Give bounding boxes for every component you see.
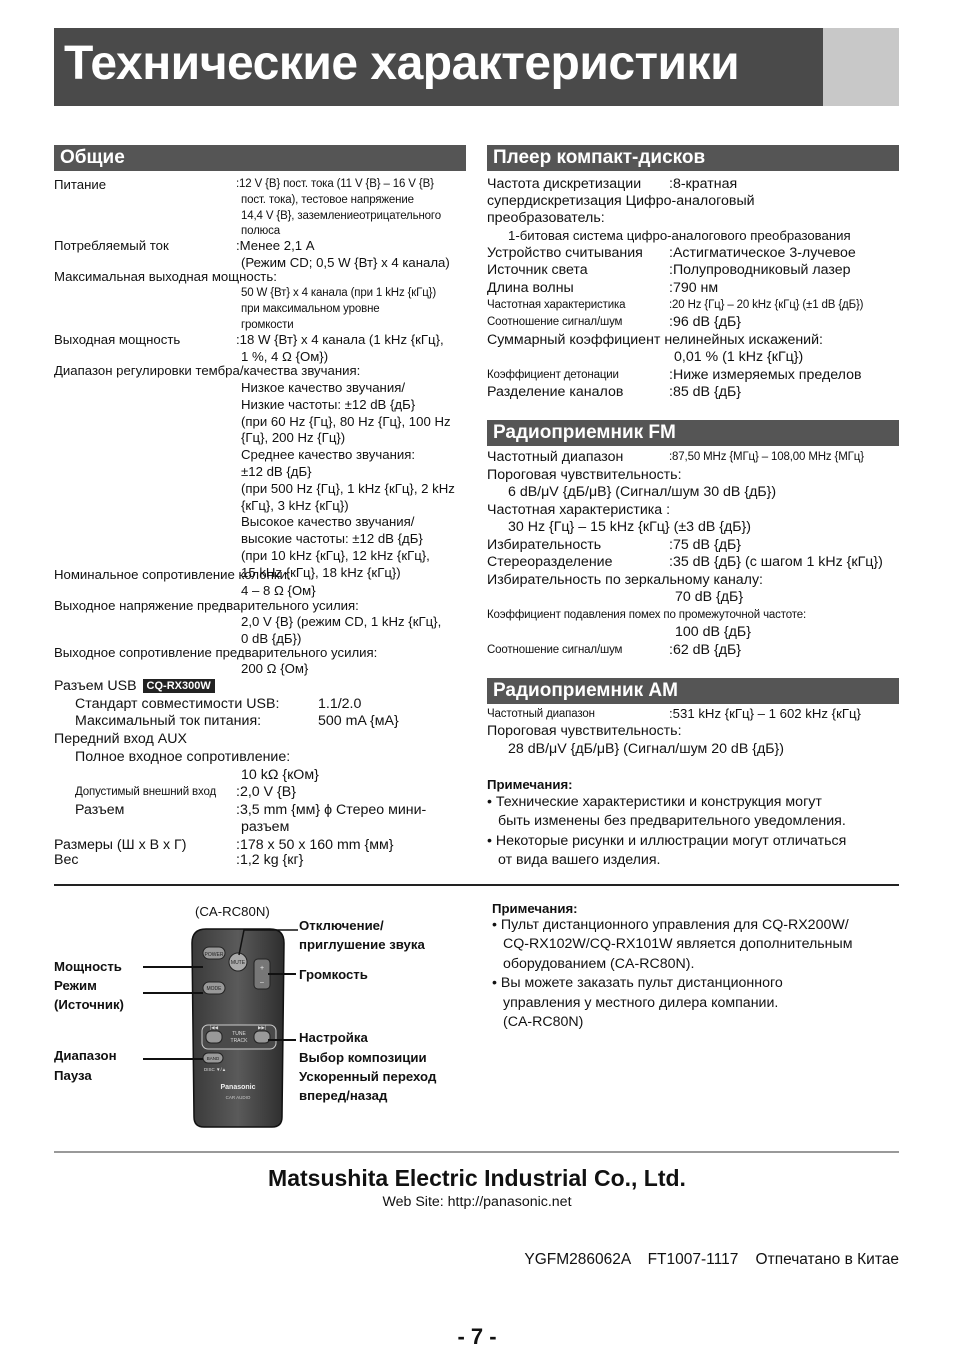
spec-label-am-range: Частотный диапазон	[487, 708, 595, 720]
svg-text:▶▶|: ▶▶|	[257, 1025, 267, 1030]
notes-heading: Примечания:	[487, 777, 573, 792]
leader-line	[143, 992, 203, 994]
list-item: • Пульт дистанционного управления для CQ-RX200W/	[492, 917, 849, 933]
svg-text:CAR AUDIO: CAR AUDIO	[225, 1095, 251, 1100]
spec-value-channel-sep: :85 dB {дБ}	[669, 384, 742, 400]
spec-label-fm-selectivity: Избирательность	[487, 537, 602, 553]
spec-label-usb-compat: Стандарт совместимости USB:	[75, 696, 280, 712]
spec-label-aux: Передний вход AUX	[54, 731, 187, 747]
remote-label-power: Мощность	[54, 959, 122, 974]
remote-label-mute-cont: приглушение звука	[299, 937, 425, 952]
notes-heading-remote: Примечания:	[492, 901, 578, 916]
document-code: YGFM286062A FT1007-1117 Отпечатано в Китае	[524, 1251, 899, 1268]
spec-label-fm-if: Коэффициент подавления помех по промежуточной частоте:	[487, 609, 807, 621]
spec-value-pickup: :Астигматическое 3-лучевое	[669, 245, 856, 261]
spec-value-cd-frequency: :20 Hz {Гц} – 20 kHz {кГц} (±1 dB {дБ})	[669, 299, 864, 311]
remote-label-track: Выбор композиции	[299, 1050, 427, 1065]
spec-value-fm-image: 70 dB {дБ}	[675, 589, 744, 605]
page-number: - 7 -	[457, 1324, 497, 1349]
remote-label-volume: Громкость	[299, 967, 368, 982]
remote-label-source: (Источник)	[54, 997, 124, 1012]
svg-text:DISC ▼/▲: DISC ▼/▲	[204, 1067, 227, 1072]
spec-label-fm-range: Частотный диапазон	[487, 449, 624, 465]
spec-value-fm-stereo: :35 dB {дБ} (с шагом 1 kHz {кГц})	[669, 554, 883, 570]
spec-value-cd-snr: :96 dB {дБ}	[669, 314, 742, 330]
spec-value-fm-if: 100 dB {дБ}	[675, 624, 751, 640]
notes-list-remote: • Пульт дистанционного управления для CQ-RX200W/ CQ-RX102W/CQ-RX101W является дополнительным оборудованием (CA-RC80N). • Вы можете заказать пульт дистанционного управления у местного дилера компании. (CA-RC80N)	[492, 917, 853, 1031]
spec-label-converter: преобразователь:	[487, 210, 605, 226]
spec-label-tone: Диапазон регулировки тембра/качества звучания:	[54, 363, 361, 378]
svg-text:BAND: BAND	[206, 1056, 220, 1061]
spec-value-power: :12 V {В} пост. тока (11 V {В} – 16 V {В} пост. тока), тестовое напряжение 14,4 V {В}, заземлениеотрицательного полюса	[236, 178, 441, 238]
section-heading-general: Общие	[54, 145, 466, 171]
spec-label-preout-impedance: Выходное сопротивление предварительного усилия:	[54, 645, 378, 660]
remote-label-mode: Режим	[54, 978, 97, 993]
spec-value-thd: 0,01 % (1 kHz {кГц})	[674, 349, 804, 365]
spec-label-dimensions: Размеры (Ш x В x Г)	[54, 837, 187, 853]
svg-text:TRACK: TRACK	[230, 1038, 248, 1044]
spec-label-cd-frequency: Частотная характеристика	[487, 299, 626, 311]
spec-value-fm-selectivity: :75 dB {дБ}	[669, 537, 742, 553]
spec-label-fm-stereo: Стереоразделение	[487, 554, 613, 570]
svg-text:MUTE: MUTE	[230, 960, 246, 966]
remote-label-band: Диапазон	[54, 1048, 117, 1063]
spec-label-preout-voltage: Выходное напряжение предварительного усилия:	[54, 598, 359, 613]
leader-line-mute	[236, 925, 300, 965]
spec-label-fm-snr: Соотношение сигнал/шум	[487, 644, 623, 656]
section-heading-am: Радиоприемник AM	[487, 678, 899, 704]
website: Web Site: http://panasonic.net	[382, 1194, 572, 1210]
spec-label-usb-current: Максимальный ток питания:	[75, 713, 262, 729]
spec-label-light-source: Источник света	[487, 262, 588, 278]
divider	[54, 884, 899, 886]
spec-label-max-output: Максимальная выходная мощность:	[54, 269, 277, 284]
spec-value-aux-level: :2,0 V {В}	[236, 784, 296, 800]
spec-label-consumption: Потребляемый ток	[54, 238, 169, 253]
spec-value-sampling: :8-кратная	[669, 176, 738, 192]
footer-divider	[54, 1151, 899, 1153]
remote-model: (CA-RC80N)	[195, 904, 270, 919]
spec-label-aux-impedance: Полное входное сопротивление:	[75, 749, 291, 765]
remote-label-pause: Пауза	[54, 1068, 92, 1083]
spec-label-aux-level: Допустимый внешний вход	[75, 786, 217, 798]
notes-list: • Технические характеристики и конструкция могут быть изменены без предварительного уведомления. • Некоторые рисунки и иллюстрации могут отличаться от вида вашего изделия.	[487, 794, 847, 869]
spec-value-output: :18 W {Вт} x 4 канала (1 kHz {кГц}, 1 %, 4 Ω {Ом})	[236, 332, 444, 364]
spec-value-aux-impedance: 10 kΩ {кОм}	[241, 767, 319, 783]
spec-value-fm-frequency: 30 Hz {Гц} – 15 kHz {кГц} (±3 dB {дБ})	[508, 519, 752, 535]
spec-label-am-sensitivity: Пороговая чувствительность:	[487, 723, 682, 739]
spec-value-am-sensitivity: 28 dB/μV {дБ/μВ} (Сигнал/шум 20 dB {дБ})	[508, 741, 785, 757]
section-heading-cd: Плеер компакт-дисков	[487, 145, 899, 171]
spec-value-wavelength: :790 нм	[669, 280, 719, 296]
title-tab	[823, 28, 899, 106]
remote-label-fast-forward: Ускоренный переход	[299, 1069, 437, 1084]
remote-label-tune: Настройка	[299, 1030, 368, 1045]
spec-label-output: Выходная мощность	[54, 332, 181, 347]
spec-label-pickup: Устройство считывания	[487, 245, 643, 261]
spec-label-cd-snr: Соотношение сигнал/шум	[487, 316, 623, 328]
list-item: • Некоторые рисунки и иллюстрации могут отличаться	[487, 832, 847, 849]
spec-value-aux-jack: :3,5 mm {мм} ϕ Стерео мини- разъем	[236, 802, 427, 836]
spec-label-power: Питание	[54, 177, 107, 192]
spec-value-fm-range: :87,50 MHz {МГц} – 108,00 MHz {МГц}	[669, 451, 864, 463]
leader-line	[143, 1058, 203, 1060]
spec-value-am-range: :531 kHz {кГц} – 1 602 kHz {кГц}	[669, 706, 861, 721]
spec-value-usb-current: 500 mA {мА}	[318, 713, 399, 729]
svg-text:–: –	[260, 979, 264, 986]
spec-label-thd: Суммарный коэффициент нелинейных искажений:	[487, 332, 823, 348]
spec-label-speaker: Номинальное сопротивление колонки:	[54, 567, 291, 582]
leader-line	[268, 1039, 296, 1041]
spec-label-fm-frequency: Частотная характеристика :	[487, 502, 671, 518]
spec-label-channel-sep: Разделение каналов	[487, 384, 624, 400]
leader-line	[143, 966, 203, 968]
spec-value-fm-sensitivity: 6 dB/μV {дБ/μВ} (Сигнал/шум 30 dB {дБ})	[508, 484, 777, 500]
spec-value-tone: Низкое качество звучания/ Низкие частоты: ±12 dB {дБ} (при 60 Hz {Гц}, 80 Hz {Гц}, 100 Hz {Гц}, 200 Hz {Гц}) Среднее качество звучания: ±12 dB {дБ} (при 500 Hz {Гц}, 1 kHz {кГц}, 2 kHz {кГц}, 3 kHz {кГц}) Высокое качество звучания/ высокие частоты: ±12 dB {дБ} (при 10 kHz {кГц}, 12 kHz {кГц}, 15 kHz {кГц}, 18 kHz {кГц})	[241, 380, 455, 580]
spec-value-converter: 1-битовая система цифро-аналогового преобразования	[508, 228, 851, 243]
spec-value-sampling-cont: супердискретизация Цифро-аналоговый	[487, 193, 755, 209]
spec-value-preout-voltage: 2,0 V {В} (режим CD, 1 kHz {кГц}, 0 dB {дБ})	[241, 614, 442, 646]
leader-line	[268, 973, 296, 975]
remote-button-power-label: POWER	[204, 952, 224, 958]
section-heading-fm: Радиоприемник FM	[487, 420, 899, 446]
list-item: • Технические характеристики и конструкция могут	[487, 794, 822, 810]
spec-value-weight: :1,2 kg {кг}	[236, 852, 304, 868]
spec-value-usb-compat: 1.1/2.0	[318, 696, 362, 712]
spec-label-usb: Разъем USB CQ-RX300W	[54, 678, 215, 695]
svg-text:MODE: MODE	[206, 986, 222, 992]
spec-label-sampling: Частота дискретизации	[487, 176, 642, 192]
spec-label-fm-sensitivity: Пороговая чувствительность:	[487, 467, 682, 483]
svg-text:+: +	[259, 965, 265, 972]
spec-value-wow: :Ниже измеряемых пределов	[669, 367, 862, 383]
spec-value-dimensions: :178 x 50 x 160 mm {мм}	[236, 837, 394, 853]
svg-text:|◀◀: |◀◀	[209, 1025, 219, 1030]
spec-value-preout-impedance: 200 Ω {Ом}	[241, 661, 309, 676]
spec-value-speaker: 4 – 8 Ω {Ом}	[241, 583, 316, 598]
svg-text:Panasonic: Panasonic	[220, 1084, 256, 1091]
spec-value-light-source: :Полупроводниковый лазер	[669, 262, 851, 278]
model-badge: CQ-RX300W	[143, 679, 215, 693]
spec-value-consumption: :Менее 2,1 A (Режим CD; 0,5 W {Вт} x 4 канала)	[236, 238, 450, 270]
spec-label-weight: Вес	[54, 852, 79, 868]
spec-label-aux-jack: Разъем	[75, 802, 125, 818]
page-title: Технические характеристики	[64, 37, 740, 90]
company-name: Matsushita Electric Industrial Co., Ltd.	[268, 1165, 686, 1191]
list-item: • Вы можете заказать пульт дистанционного	[492, 975, 783, 992]
svg-text:TUNE: TUNE	[232, 1031, 246, 1037]
remote-label-mute: Отключение/	[299, 918, 384, 933]
spec-label-wow: Коэффициент детонации	[487, 369, 619, 381]
spec-value-max-output: 50 W {Вт} x 4 канала (при 1 kHz {кГц}) при максимальном уровне громкости	[241, 287, 437, 331]
spec-value-fm-snr: :62 dB {дБ}	[669, 642, 742, 658]
spec-label-fm-image: Избирательность по зеркальному каналу:	[487, 572, 763, 588]
spec-label-wavelength: Длина волны	[487, 280, 574, 296]
remote-label-fwd-back: вперед/назад	[299, 1088, 388, 1103]
